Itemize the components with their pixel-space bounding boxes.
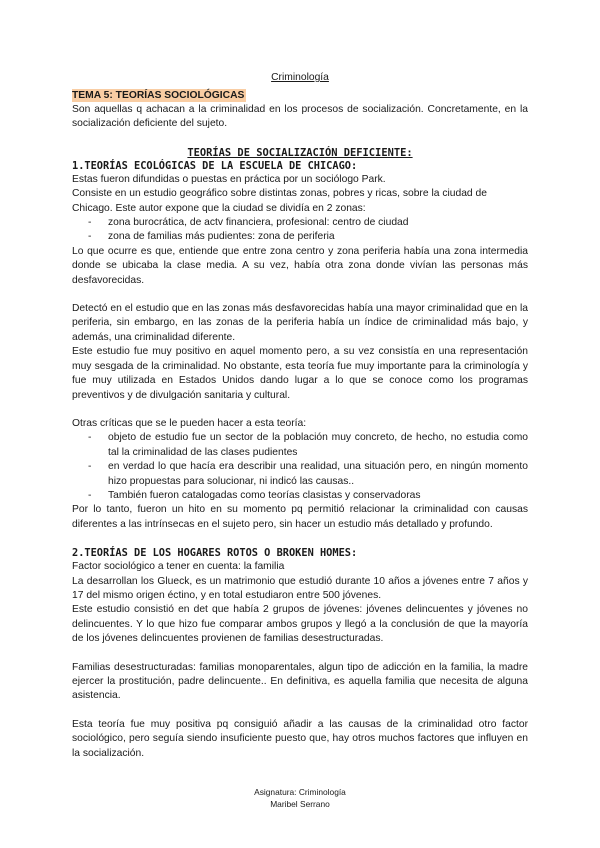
zone-item-2: zona de familias más pudientes: zona de periferia	[108, 231, 335, 243]
page-title: Criminología	[271, 72, 329, 83]
chicago-p2: Consiste en un estudio geográfico sobre distintas zonas, pobres y ricas, sobre la ciudad de Chicago. Este autor expone que la ciudad se dividía en 2 zonas:	[72, 188, 487, 214]
tema-title-text: TEMA 5: TEORÍAS SOCIOLÓGICAS	[72, 90, 245, 101]
chicago-p5: Este estudio fue muy positivo en aquel momento pero, a su vez consistía en una representación muy sesgada de la criminalidad. No obstante, esta teoría fue muy importante para la criminología y fue muy utilizada en Estados Unidos dando lugar a lo que se conoce como los programas preventivos y de divulgación sanitaria y cultural.	[72, 346, 528, 401]
broken-p1: Factor sociológico a tener en cuenta: la familia	[72, 561, 285, 573]
section-title: TEORÍAS DE SOCIALIZACIÓN DEFICIENTE:	[187, 146, 413, 159]
broken-p5: Esta teoría fue muy positiva pq consiguió añadir a las causas de la criminalidad otro factor sociológico, pero seguía siendo insuficiente puesto que, hay otros muchos factores que influyen en la socialización.	[72, 718, 528, 759]
tema-title	[72, 85, 528, 103]
chicago-p6: Otras críticas que se le pueden hacer a esta teoría:	[72, 417, 307, 429]
dash-marker: -	[88, 231, 92, 243]
broken-p4: Familias desestructuradas: familias monoparentales, algun tipo de adicción en la familia, la madre ejercer la prostitución, padre delincuente.. En definitiva, es aquella familia que necesita de alguna asistencia.	[72, 661, 528, 702]
dash-marker: -	[88, 217, 92, 229]
list-item	[72, 489, 528, 503]
critique-item-1: objeto de estudio fue un sector de la población muy concreto, de hecho, no estudia como tal la criminalidad de las clases pudientes	[108, 432, 528, 458]
critique-item-3: También fueron catalogadas como teorías clasistas y conservadoras	[108, 489, 421, 501]
dash-marker: -	[88, 432, 92, 444]
chicago-heading: 1.TEORÍAS ECOLÓGICAS DE LA ESCUELA DE CHICAGO:	[72, 159, 358, 172]
list-item	[72, 460, 528, 489]
dash-marker: -	[88, 461, 92, 473]
document-body	[72, 85, 528, 761]
footer-subject: Asignatura: Criminología	[254, 787, 346, 797]
list-item	[72, 216, 528, 230]
chicago-p4: Detectó en el estudio que en las zonas más desfavorecidas había una mayor criminalidad que en la periferia, sin embargo, en las zonas de la periferia había un índice de criminalidad más bajo, y además, una criminalidad diferente.	[72, 303, 528, 343]
critiques-list	[72, 431, 528, 503]
tema-intro: Son aquellas q achacan a la criminalidad en los procesos de socialización. Concretamente, en la socialización deficiente del sujeto.	[72, 104, 528, 130]
zone-item-1: zona burocrática, de actv financiera, profesional: centro de ciudad	[108, 217, 409, 229]
critique-item-2: en verdad lo que hacía era describir una realidad, una situación pero, en ningún momento hizo propuestas para solucionar, ni indicó las causas..	[108, 461, 528, 487]
page-footer	[0, 786, 600, 810]
broken-p2: La desarrollan los Glueck, es un matrimonio que estudió durante 10 años a jóvenes entre 7 años y 17 del mismo origen éctino, y en total estudiaron entre 500 jóvenes.	[72, 575, 528, 601]
broken-p3: Este estudio consistió en det que había 2 grupos de jóvenes: jóvenes delincuentes y jóvenes no delincuentes. Y lo que hizo fue comparar ambos grupos y llegó a la conclusión de que la mayoría de los jóvenes delincuentes provienen de familias desestructuradas.	[72, 604, 528, 645]
chicago-p7: Por lo tanto, fueron un hito en su momento pq permitió relacionar la criminalidad con causas diferentes a las intrínsecas en el sujeto pero, sin hacer un estudio más detallado y profundo.	[72, 504, 528, 530]
zones-list	[72, 216, 528, 245]
chicago-p1: Estas fueron difundidas o puestas en práctica por un sociólogo Park.	[72, 173, 386, 185]
footer-author: Maribel Serrano	[270, 799, 330, 809]
chicago-p3: Lo que ocurre es que, entiende que entre zona centro y zona periferia había una zona intermedia donde se ubicaba la clase media. A su vez, había otra zona donde vivían las personas más desfavorecidas.	[72, 245, 528, 286]
list-item	[72, 230, 528, 244]
list-item	[72, 431, 528, 460]
broken-homes-heading: 2.TEORÍAS DE LOS HOGARES ROTOS O BROKEN HOMES:	[72, 547, 358, 560]
dash-marker: -	[88, 489, 92, 501]
